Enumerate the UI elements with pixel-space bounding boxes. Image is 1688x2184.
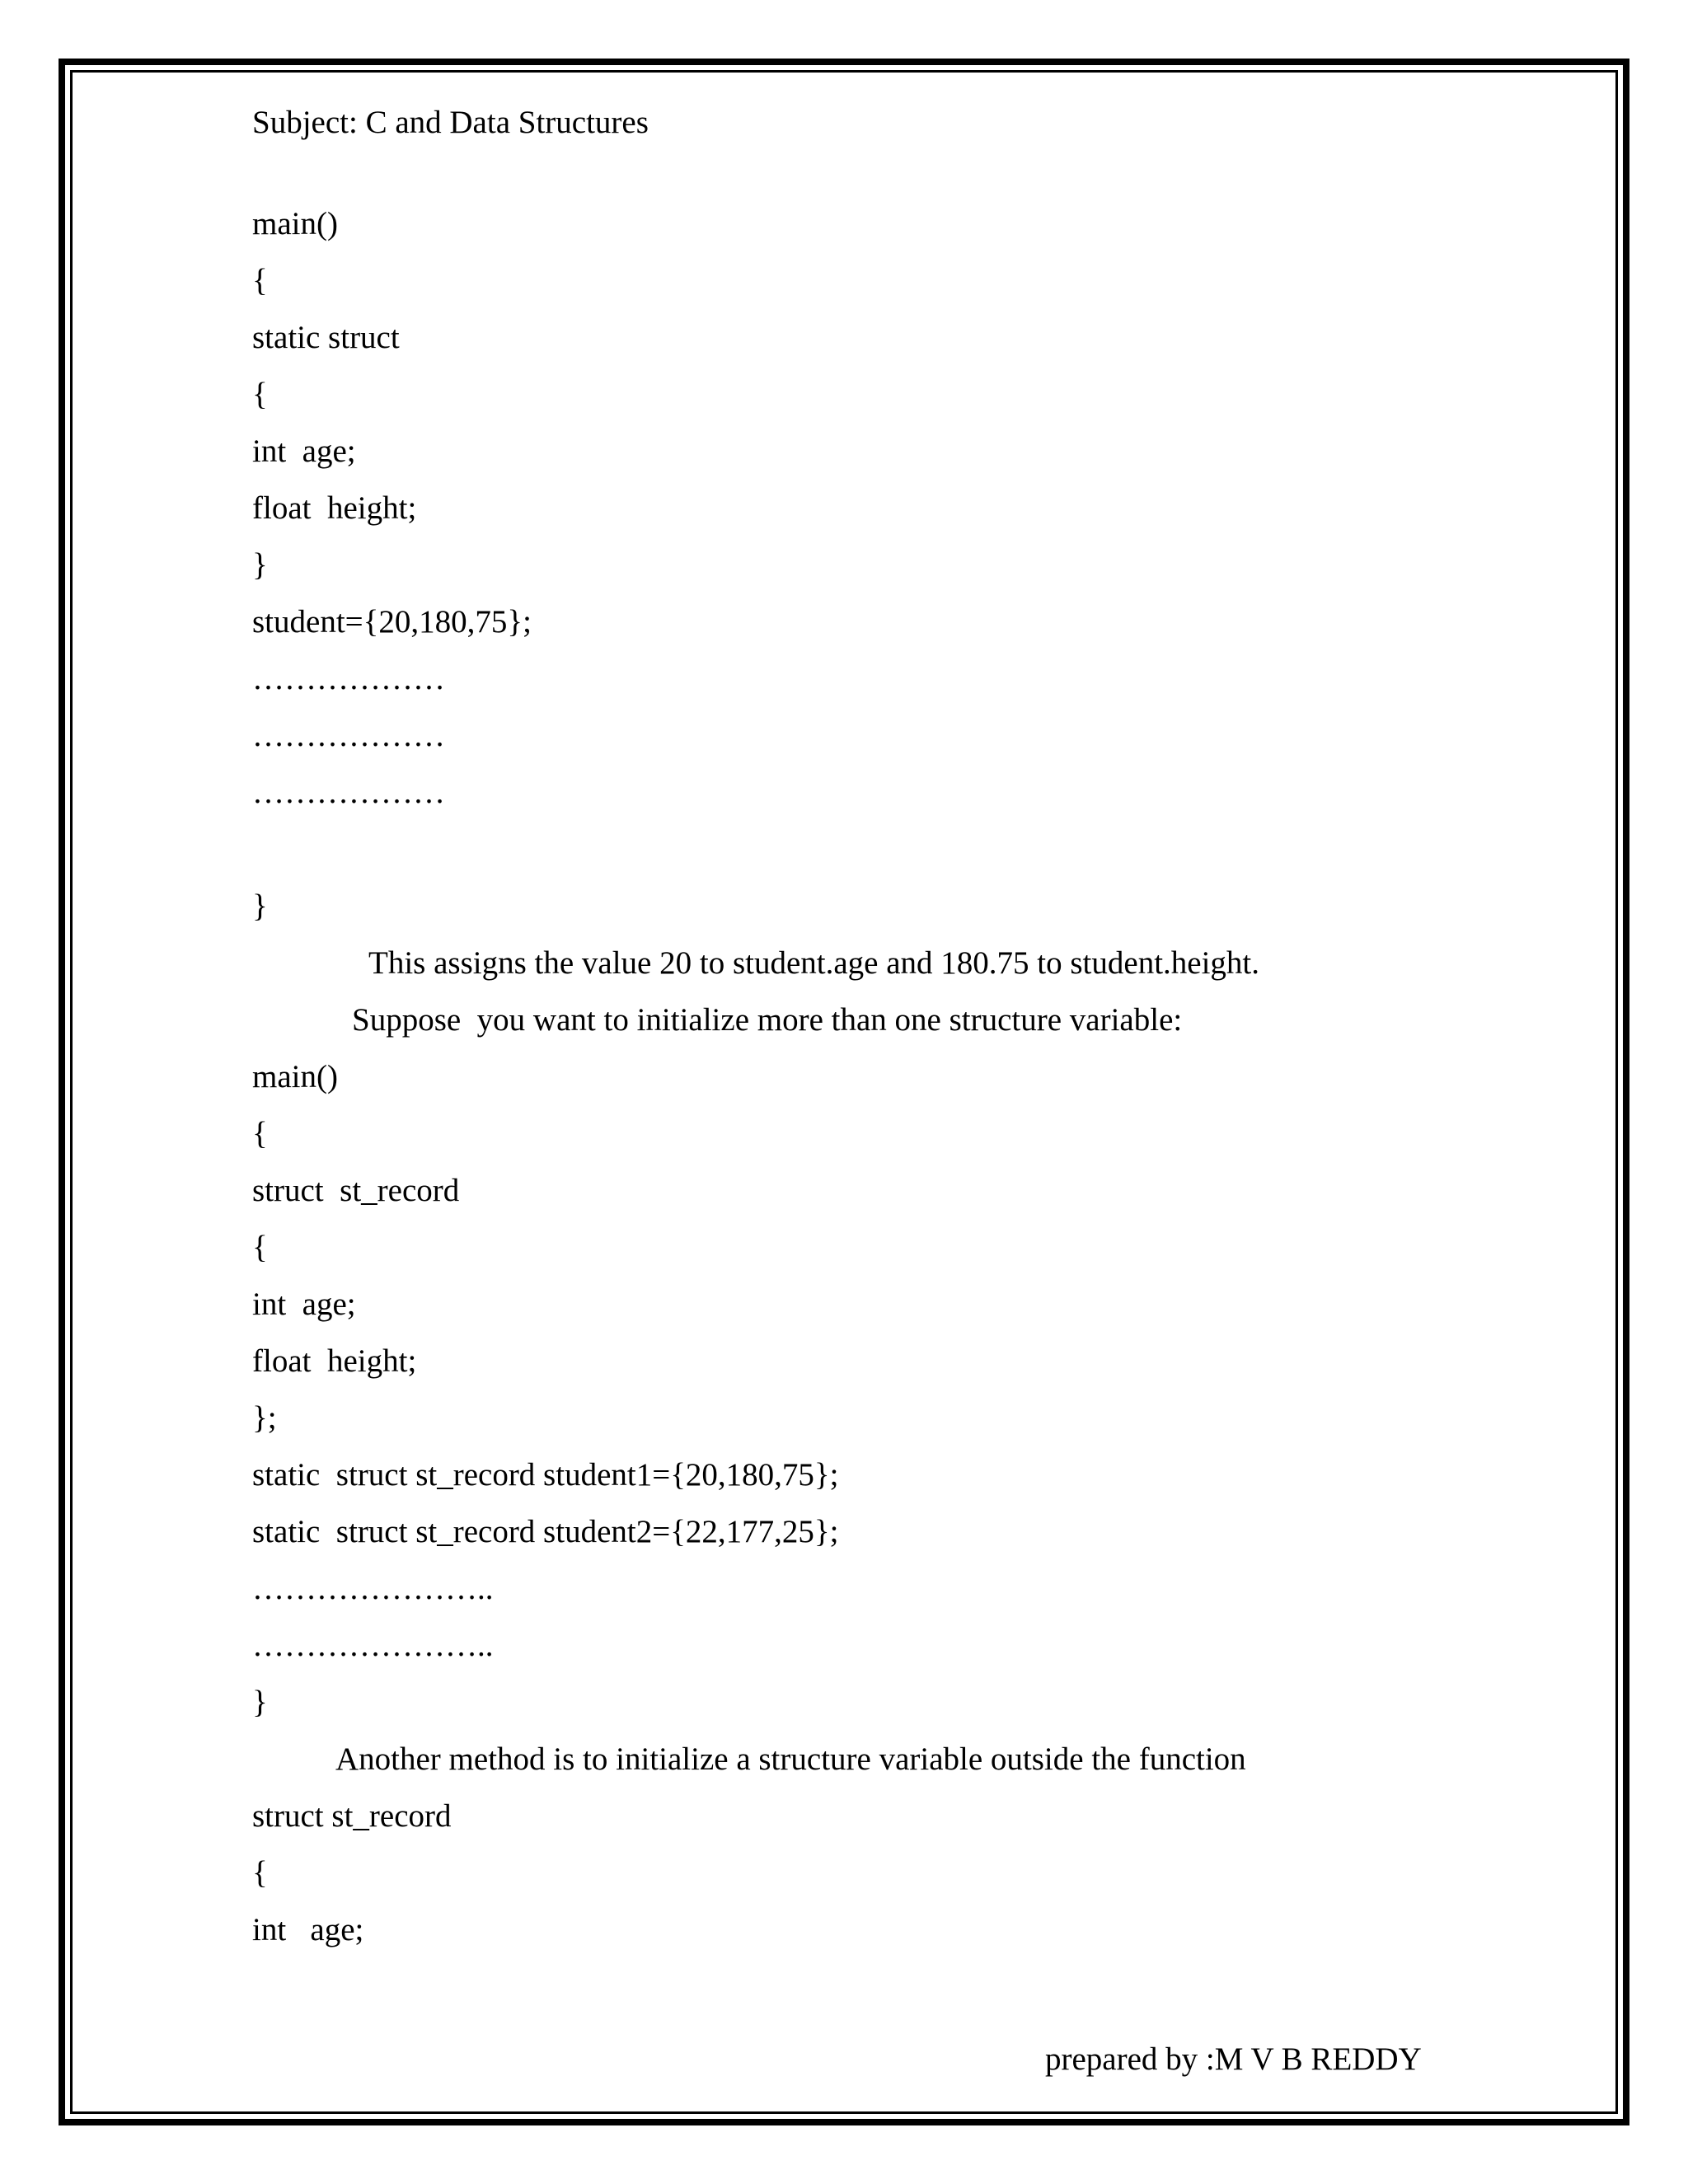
code-line: main() — [252, 206, 338, 241]
code-line: float height; — [252, 490, 417, 526]
page-footer-prepared-by: prepared by :M V B REDDY — [1045, 2041, 1422, 2077]
page-header-subject: Subject: C and Data Structures — [252, 105, 649, 140]
explanation-paragraph: Another method is to initialize a structure variable outside the function — [335, 1741, 1246, 1777]
code-line: { — [252, 1230, 268, 1265]
code-line: { — [252, 1855, 268, 1891]
code-line: } — [252, 1685, 268, 1720]
code-line: float height; — [252, 1343, 417, 1379]
code-line: main() — [252, 1059, 338, 1094]
code-ellipsis-line: ……………… — [252, 661, 445, 696]
code-line: int age; — [252, 1912, 364, 1947]
code-ellipsis-line: ………………….. — [252, 1628, 494, 1663]
code-line: static struct st_record student2={22,177,25}; — [252, 1514, 839, 1549]
explanation-paragraph: Suppose you want to initialize more than one structure variable: — [352, 1002, 1183, 1038]
code-line: int age; — [252, 434, 356, 469]
code-line: { — [252, 377, 268, 412]
code-line: { — [252, 1116, 268, 1151]
code-ellipsis-line: ……………… — [252, 775, 445, 810]
code-line: struct st_record — [252, 1798, 452, 1834]
explanation-paragraph: This assigns the value 20 to student.age and 180.75 to student.height. — [368, 945, 1260, 981]
code-line: { — [252, 263, 268, 298]
code-line: static struct — [252, 320, 400, 355]
code-line: static struct st_record student1={20,180,75}; — [252, 1457, 839, 1493]
code-line: int age; — [252, 1286, 356, 1322]
code-line: struct st_record — [252, 1173, 460, 1208]
code-line: }; — [252, 1400, 277, 1436]
code-line: student={20,180,75}; — [252, 604, 532, 640]
code-line: } — [252, 547, 268, 583]
code-ellipsis-line: ………………….. — [252, 1571, 494, 1606]
code-ellipsis-line: ……………… — [252, 718, 445, 753]
code-line: } — [252, 888, 268, 924]
